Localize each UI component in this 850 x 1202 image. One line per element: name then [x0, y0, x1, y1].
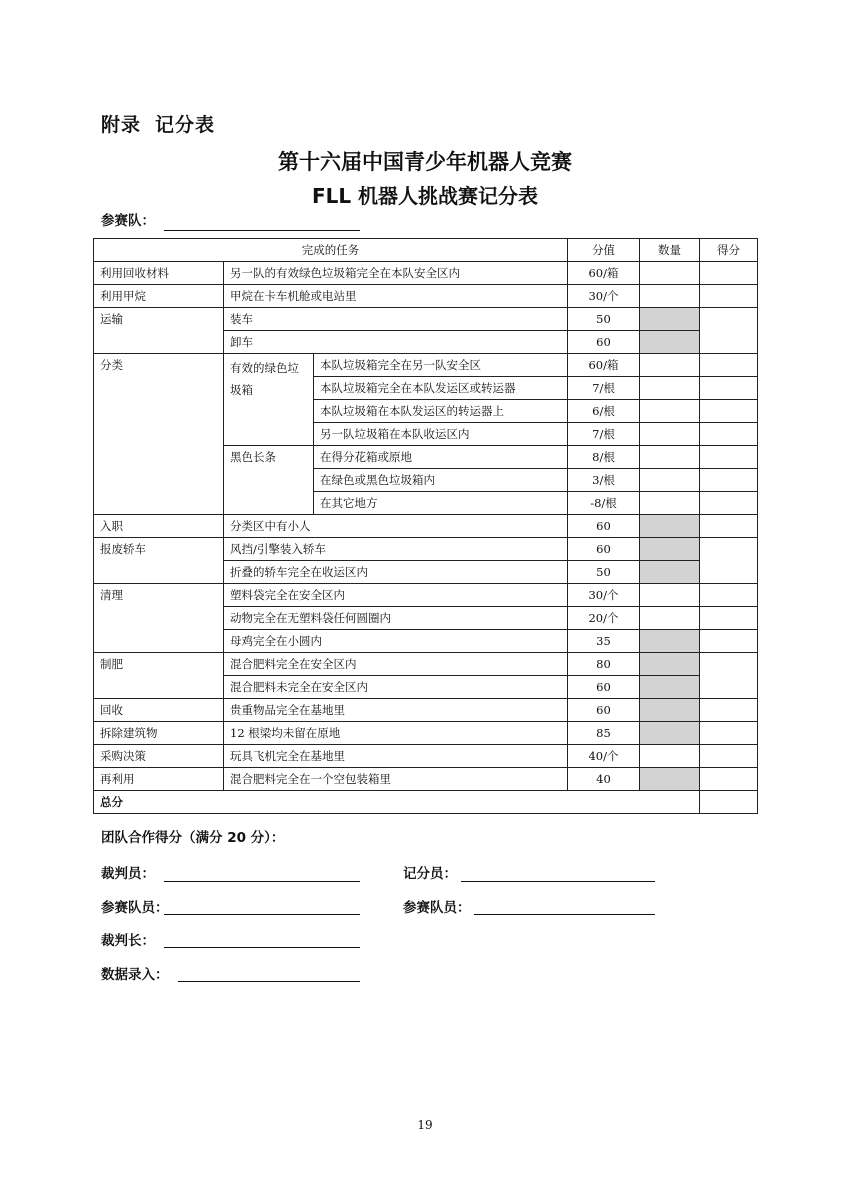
score-cell[interactable]	[700, 515, 758, 538]
table-row	[94, 515, 758, 538]
points-cell: 40/个	[568, 745, 640, 768]
points-cell: 35	[568, 630, 640, 653]
header-task: 完成的任务	[94, 239, 568, 262]
appendix-title: 记分表	[155, 114, 216, 136]
teamwork-score-label: 团队合作得分（满分 20 分）：	[101, 830, 285, 846]
count-cell-disabled	[640, 561, 700, 584]
points-cell: -8/根	[568, 492, 640, 515]
task-cell: 折叠的轿车完全在收运区内	[224, 561, 568, 584]
count-cell-disabled	[640, 653, 700, 676]
team-member-signature-field-2[interactable]	[474, 914, 655, 915]
team-member-label: 参赛队员：	[101, 900, 169, 916]
task-cell: 混合肥料未完全在安全区内	[224, 676, 568, 699]
page-number: 19	[417, 1118, 433, 1132]
points-cell: 20/个	[568, 607, 640, 630]
count-cell-disabled	[640, 331, 700, 354]
count-cell-disabled	[640, 768, 700, 791]
score-cell[interactable]	[700, 308, 758, 354]
category-cell: 利用回收材料	[94, 262, 224, 285]
score-cell[interactable]	[700, 630, 758, 653]
header-points: 分值	[568, 239, 640, 262]
score-cell[interactable]	[700, 492, 758, 515]
task-cell: 混合肥料完全在一个空包装箱里	[224, 768, 568, 791]
team-member-label-2: 参赛队员：	[403, 900, 471, 916]
count-cell[interactable]	[640, 584, 700, 607]
task-cell: 混合肥料完全在安全区内	[224, 653, 568, 676]
table-row	[94, 653, 758, 676]
count-cell[interactable]	[640, 285, 700, 308]
count-cell[interactable]	[640, 262, 700, 285]
scorer-signature-field[interactable]	[461, 881, 655, 882]
score-cell[interactable]	[700, 538, 758, 584]
team-name-field[interactable]	[164, 230, 360, 231]
category-cell: 制肥	[94, 653, 224, 699]
count-cell-disabled	[640, 676, 700, 699]
points-cell: 50	[568, 308, 640, 331]
task-cell: 玩具飞机完全在基地里	[224, 745, 568, 768]
data-entry-label: 数据录入：	[101, 967, 169, 983]
category-cell: 分类	[94, 354, 224, 515]
task-cell: 在绿色或黑色垃圾箱内	[314, 469, 568, 492]
points-cell: 7/根	[568, 423, 640, 446]
count-cell[interactable]	[640, 423, 700, 446]
points-cell: 40	[568, 768, 640, 791]
points-cell: 60/箱	[568, 354, 640, 377]
score-cell[interactable]	[700, 400, 758, 423]
table-row	[94, 722, 758, 745]
task-cell: 风挡/引擎装入轿车	[224, 538, 568, 561]
appendix-heading	[101, 110, 215, 137]
chief-referee-label: 裁判长：	[101, 933, 155, 949]
count-cell[interactable]	[640, 607, 700, 630]
points-cell: 50	[568, 561, 640, 584]
score-cell[interactable]	[700, 262, 758, 285]
count-cell-disabled	[640, 308, 700, 331]
points-cell: 60	[568, 676, 640, 699]
score-cell[interactable]	[700, 699, 758, 722]
score-cell[interactable]	[700, 745, 758, 768]
table-row	[94, 538, 758, 561]
count-cell[interactable]	[640, 446, 700, 469]
count-cell-disabled	[640, 538, 700, 561]
category-cell: 报废轿车	[94, 538, 224, 584]
subcategory-cell: 有效的绿色垃圾箱	[224, 354, 314, 446]
total-row	[94, 791, 758, 814]
score-cell[interactable]	[700, 469, 758, 492]
task-cell: 塑料袋完全在安全区内	[224, 584, 568, 607]
task-cell: 本队垃圾箱完全在另一队安全区	[314, 354, 568, 377]
count-cell[interactable]	[640, 745, 700, 768]
category-cell: 拆除建筑物	[94, 722, 224, 745]
points-cell: 7/根	[568, 377, 640, 400]
appendix-label: 附录	[101, 114, 142, 136]
task-cell: 在得分花箱或原地	[314, 446, 568, 469]
table-row	[94, 285, 758, 308]
total-label: 总分	[94, 791, 700, 814]
task-cell: 动物完全在无塑料袋任何圆圈内	[224, 607, 568, 630]
count-cell-disabled	[640, 722, 700, 745]
score-cell[interactable]	[700, 722, 758, 745]
score-cell[interactable]	[700, 423, 758, 446]
count-cell-disabled	[640, 515, 700, 538]
task-cell: 另一队的有效绿色垃圾箱完全在本队安全区内	[224, 262, 568, 285]
points-cell: 6/根	[568, 400, 640, 423]
header-count: 数量	[640, 239, 700, 262]
table-row	[94, 584, 758, 607]
score-cell[interactable]	[700, 285, 758, 308]
score-cell[interactable]	[700, 377, 758, 400]
table-row	[94, 262, 758, 285]
task-cell: 12 根梁均未留在原地	[224, 722, 568, 745]
score-cell[interactable]	[700, 653, 758, 699]
category-cell: 利用甲烷	[94, 285, 224, 308]
points-cell: 60	[568, 331, 640, 354]
count-cell[interactable]	[640, 377, 700, 400]
task-cell: 母鸡完全在小圆内	[224, 630, 568, 653]
task-cell: 甲烷在卡车机舱或电站里	[224, 285, 568, 308]
referee-signature-field[interactable]	[164, 881, 360, 882]
category-cell: 回收	[94, 699, 224, 722]
points-cell: 80	[568, 653, 640, 676]
score-cell[interactable]	[700, 354, 758, 377]
task-cell: 本队垃圾箱在本队发运区的转运器上	[314, 400, 568, 423]
task-cell: 贵重物品完全在基地里	[224, 699, 568, 722]
count-cell[interactable]	[640, 354, 700, 377]
referee-label: 裁判员：	[101, 866, 155, 882]
points-cell: 60	[568, 515, 640, 538]
team-member-signature-field[interactable]	[164, 914, 360, 915]
table-row	[94, 354, 758, 377]
score-cell[interactable]	[700, 607, 758, 630]
points-cell: 30/个	[568, 285, 640, 308]
count-cell[interactable]	[640, 492, 700, 515]
count-cell[interactable]	[640, 400, 700, 423]
points-cell: 30/个	[568, 584, 640, 607]
score-cell[interactable]	[700, 768, 758, 791]
category-cell: 再利用	[94, 768, 224, 791]
category-cell: 采购决策	[94, 745, 224, 768]
category-cell: 清理	[94, 584, 224, 653]
total-score-cell[interactable]	[700, 791, 758, 814]
category-cell: 入职	[94, 515, 224, 538]
count-cell-disabled	[640, 699, 700, 722]
count-cell-disabled	[640, 630, 700, 653]
points-cell: 8/根	[568, 446, 640, 469]
page-subtitle: FLL 机器人挑战赛记分表	[311, 184, 539, 208]
task-cell: 装车	[224, 308, 568, 331]
count-cell[interactable]	[640, 469, 700, 492]
points-cell: 3/根	[568, 469, 640, 492]
table-row	[94, 745, 758, 768]
category-cell: 运输	[94, 308, 224, 354]
points-cell: 60	[568, 699, 640, 722]
table-header-row	[94, 239, 758, 262]
task-cell: 本队垃圾箱完全在本队发运区或转运器	[314, 377, 568, 400]
points-cell: 60/箱	[568, 262, 640, 285]
scorer-label: 记分员：	[403, 866, 457, 882]
score-table	[93, 238, 758, 814]
table-row	[94, 308, 758, 331]
page-title: 第十六届中国青少年机器人竞赛	[278, 150, 572, 174]
score-cell[interactable]	[700, 584, 758, 607]
chief-referee-signature-field[interactable]	[164, 947, 360, 948]
header-score: 得分	[700, 239, 758, 262]
points-cell: 60	[568, 538, 640, 561]
score-cell[interactable]	[700, 446, 758, 469]
subcategory-cell: 黑色长条	[224, 446, 314, 515]
task-cell: 卸车	[224, 331, 568, 354]
task-cell: 分类区中有小人	[224, 515, 568, 538]
points-cell: 85	[568, 722, 640, 745]
table-row	[94, 699, 758, 722]
task-cell: 在其它地方	[314, 492, 568, 515]
team-label: 参赛队：	[101, 213, 155, 229]
data-entry-signature-field[interactable]	[178, 981, 360, 982]
table-row	[94, 768, 758, 791]
task-cell: 另一队垃圾箱在本队收运区内	[314, 423, 568, 446]
